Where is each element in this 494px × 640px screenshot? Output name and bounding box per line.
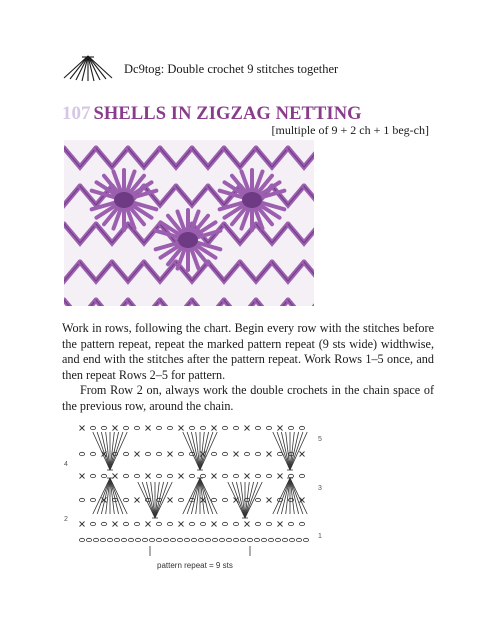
- legend-text: Dc9tog: Double crochet 9 stitches together: [124, 61, 339, 76]
- row-label-2: 2: [64, 516, 68, 523]
- stitch-multiple: [multiple of 9 + 2 ch + 1 beg-ch]: [271, 123, 429, 137]
- instructions-paragraph-1: Work in rows, following the chart. Begin every row with the stitches before the pattern repeat, repeat the marked pattern repeat (9 sts wide) widthwise, and end with the stitches after the pattern repeat. Work Rows 1–5 once, and then repeat Rows 2–5 for pattern.: [62, 321, 434, 382]
- pattern-number: 107: [62, 103, 91, 124]
- instructions: [62, 321, 434, 414]
- pattern-heading: [62, 103, 362, 125]
- crochet-chart: [62, 418, 362, 588]
- instructions-paragraph-2: From Row 2 on, always work the double crochets in the chain space of the previous row, around the chain.: [62, 383, 434, 413]
- row-label-5: 5: [318, 436, 322, 443]
- dc9tog-fan-icon: [62, 54, 114, 84]
- row-label-1: 1: [318, 533, 322, 540]
- pattern-repeat-label: pattern repeat = 9 sts: [157, 561, 233, 570]
- row-label-4: 4: [64, 461, 68, 468]
- pattern-title: SHELLS IN ZIGZAG NETTING: [93, 104, 362, 124]
- swatch-photo: [64, 140, 314, 306]
- row-label-3: 3: [318, 485, 322, 492]
- legend-row: [62, 54, 338, 84]
